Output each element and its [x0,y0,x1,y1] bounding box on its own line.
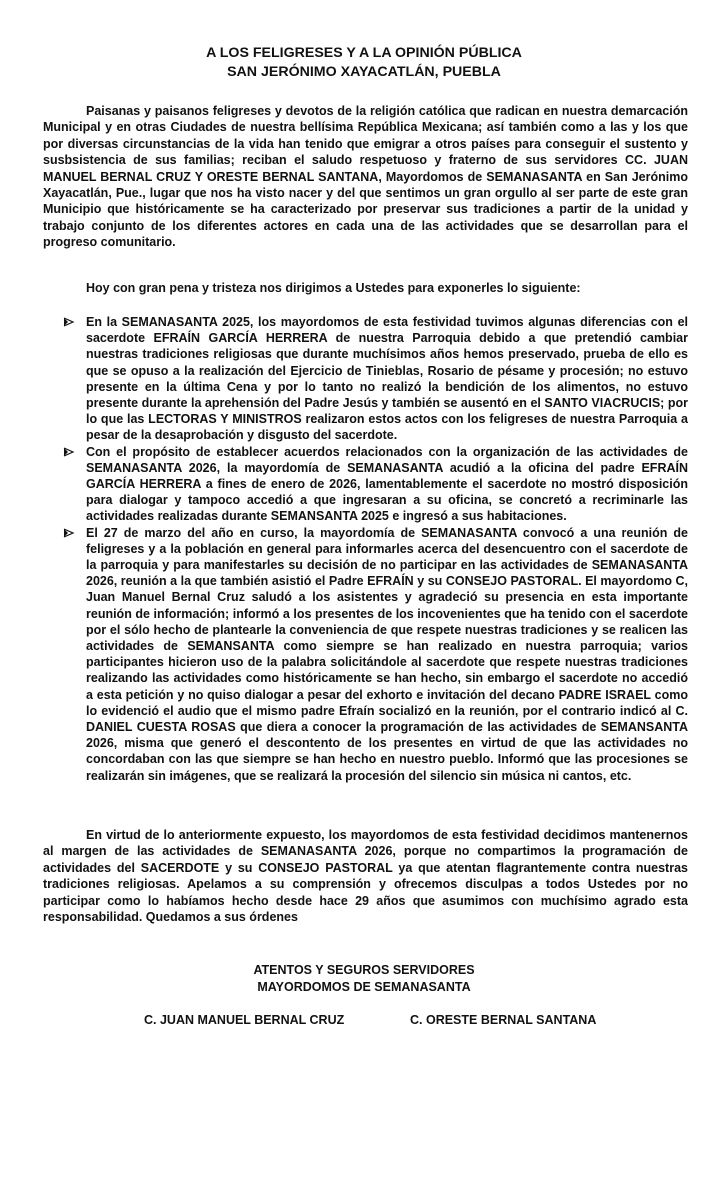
arrow-bullet-icon [62,444,76,460]
point-text: El 27 de marzo del año en curso, la mayordomía de SEMANASANTA convocó a una reunión de feligreses y a la población en general para informarles acerca del desencuentro con el sacerdote de la parroquia y para manifestarles su decisión de no participar en las actividades de SEMANASANTA 2026, reunión a la que también asistió el Padre EFRAÍN y su CONSEJO PASTORAL. El mayordomo C, Juan Manuel Bernal Cruz saludó a los asistentes y agradeció su presencia en esta importante reunión de información; informó a los presentes de los incovenientes que ha tenido con el sacerdote por el sólo hecho de plantearle la conveniencia de que respete nuestras tradiciones y se realicen las actividades de SEMANSANTA como siempre se han realizado en nuestra parroquia; varios participantes hicieron uso de la palabra solicitándole al sacerdote que respete nuestras tradiciones realizando las actividades como históricamente se han hecho, sin embargo el sacerdote no accedió a esta petición y no quiso dialogar a pesar del exhorto e invitación del decano PADRE ISRAEL como lo evidenció el audio que el mismo padre Efraín socializó en la reunión, por el contrario indicó al C. DANIEL CUESTA ROSAS que diera a conocer la programación de las actividades de SEMANSANTA 2026, misma que generó el descontento de los presentes en virtud de que las actividades no concordaban con las que siempre se han hecho en nuestro pueblo. Informó que las procesiones se realizarán sin imágenes, que se realizará la procesión del silencio sin música ni cantos, etc. [86,525,688,783]
closing-line: ATENTOS Y SEGUROS SERVIDORES [253,963,475,977]
arrow-bullet-icon [62,525,76,541]
list-item [60,314,688,444]
document-subtitle: SAN JERÓNIMO XAYACATLÁN, PUEBLA [227,64,501,80]
conclusion-paragraph: En virtud de lo anteriormente expuesto, los mayordomos de esta festividad decidimos mantenernos al margen de las actividades de SEMANASANTA 2026, porque no compartimos la programación de actividades del SACERDOTE y su CONSEJO PASTORAL ya que atentan flagrantemente contra nuestras tradiciones religiosas. Apelamos a su comprensión y ofrecemos disculpas a todos Ustedes por no participar como lo habíamos hecho desde hace 29 años que asumimos con muchísimo agrado esta responsabilidad. Quedamos a sus órdenes [43,828,688,925]
document-title: A LOS FELIGRESES Y A LA OPINIÓN PÚBLICA [206,45,522,61]
point-text: En la SEMANASANTA 2025, los mayordomos de esta festividad tuvimos algunas diferencias con el sacerdote EFRAÍN GARCÍA HERRERA de nuestra Parroquia debido a que pretendió cambiar nuestras tradiciones religiosas que durante muchísimos años hemos preservado, prueba de ello es que se opuso a la realización del Ejercicio de Tinieblas, Rosario de pésame y procesión; no estuvo presente en la última Cena y por lo tanto no realizó la bendición de los alimentos, no estuvo presente durante la aprehensión del Padre Jesús y también se ausentó en el SANTO VIACRUCIS; por lo que las LECTORAS Y MINISTROS realizaron estos actos con los feligreses de nuestra Parroquia a pesar de la desaprobación y disgusto del sacerdote. [86,315,688,443]
point-text: Con el propósito de establecer acuerdos relacionados con la organización de las actividades de SEMANASANTA 2026, la mayordomía de SEMANASANTA acudió a la oficina del padre EFRAÍN GARCÍA HERRERA a fines de enero de 2026, lamentablemente el sacerdote no mostró disposición para dialogar y tampoco accedió a que ingresaran a su oficina, se concretó a recriminarle las actividades realizadas durante SEMANSANTA 2025 e ingresó a sus habitaciones. [86,444,688,524]
list-item [60,525,688,784]
arrow-bullet-icon [62,314,76,330]
list-item [60,444,688,525]
closing-signatory-group: MAYORDOMOS DE SEMANASANTA [257,980,471,994]
points-list [60,314,688,784]
preface-paragraph: Hoy con gran pena y tristeza nos dirigimos a Ustedes para exponerles lo siguiente: [86,281,581,295]
signature-name-2: C. ORESTE BERNAL SANTANA [410,1013,597,1027]
signature-name-1: C. JUAN MANUEL BERNAL CRUZ [144,1013,345,1027]
intro-paragraph: Paisanas y paisanos feligreses y devotos de la religión católica que radican en nuestra demarcación Municipal y en otras Ciudades de nuestra bellísima República Mexicana; así también como a las y los que por diversas circunstancias de la vida han tenido que emigrar a otros países para conseguir el sustento y susbsistencia de sus familias; reciban el saludo respetuoso y fraterno de sus servidores CC. JUAN MANUEL BERNAL CRUZ Y ORESTE BERNAL SANTANA, Mayordomos de SEMANASANTA en San Jerónimo Xayacatlán, Pue., lugar que nos ha visto nacer y del que sentimos un gran orgullo al ser parte de este gran Municipio que históricamente se ha caracterizado por preservar sus tradiciones a partir de la unidad y trabajo conjunto de los diferentes actores en cada una de las actividades que se desarrollan para el progreso comunitario. [43,104,688,250]
